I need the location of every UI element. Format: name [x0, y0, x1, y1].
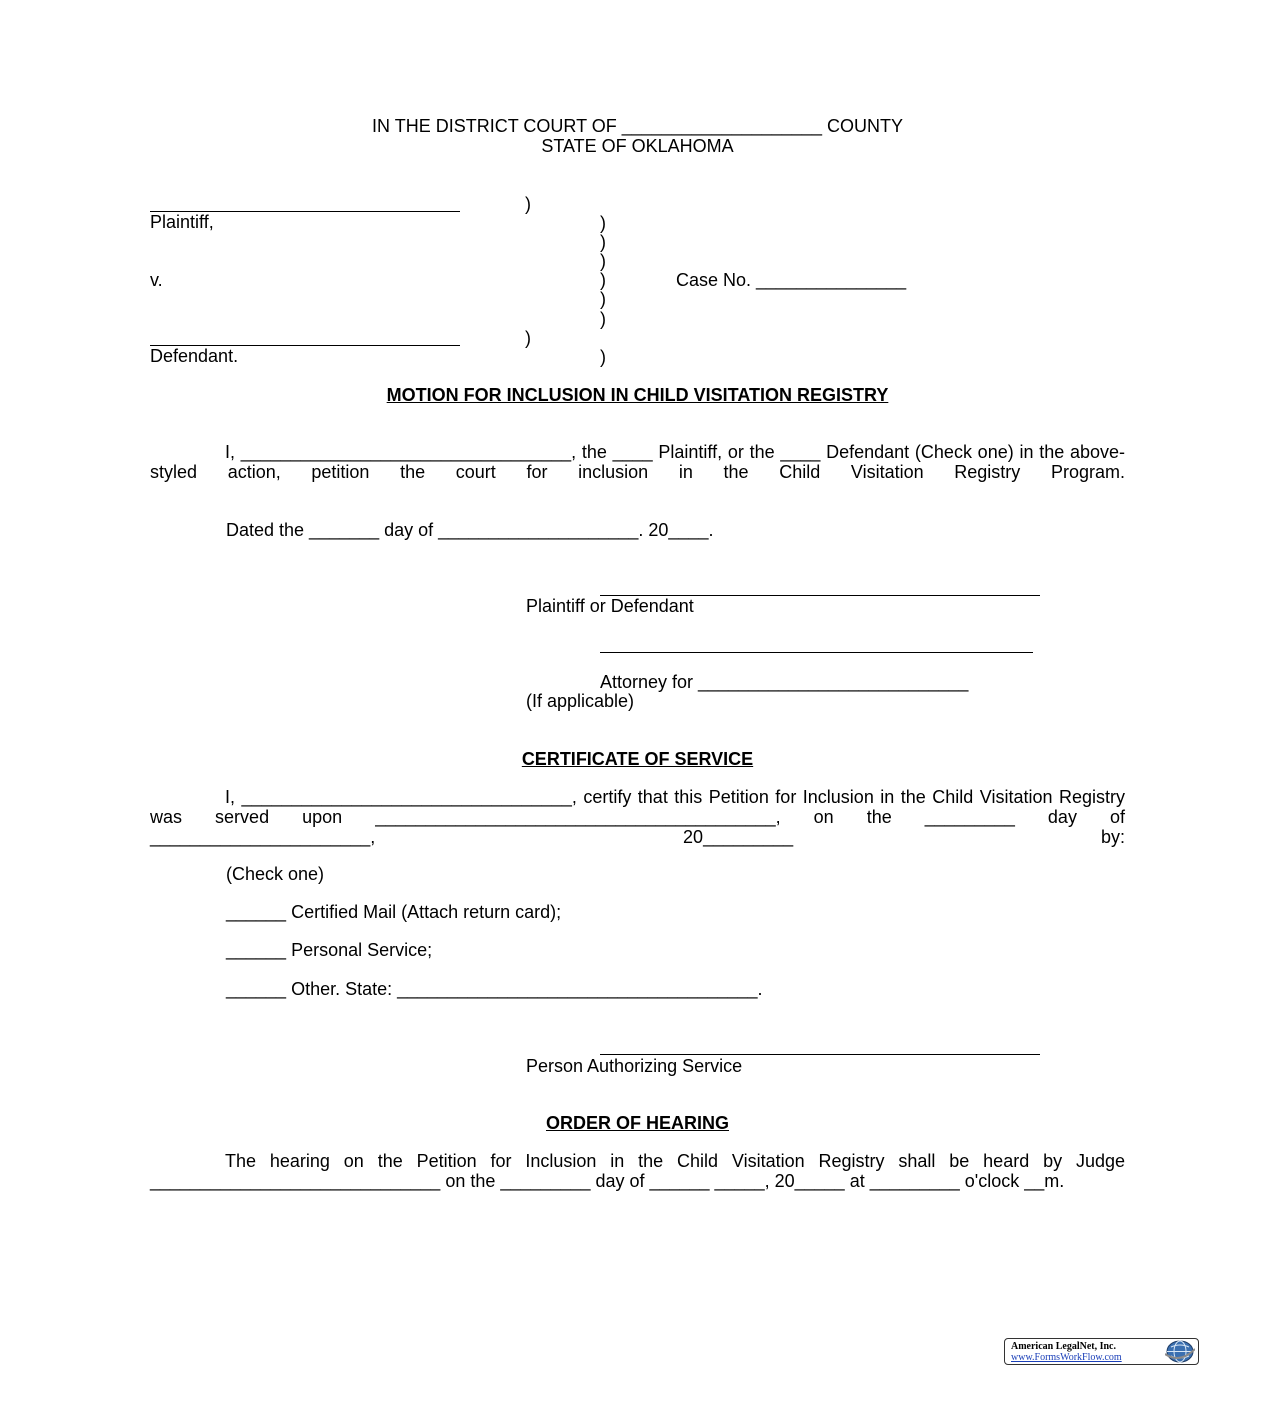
case-number: Case No. _______________: [676, 270, 907, 290]
service-signature-line: [600, 1054, 1040, 1055]
caption-paren: ): [600, 213, 606, 233]
certificate-paragraph: I, _________________________________, certify that this Petition for Inclusion in the Child Visitation Registry was served upon ________________________________________, on the _________ day of ______________________, 20_________ by:: [150, 787, 1125, 847]
court-heading: IN THE DISTRICT COURT OF ____________________ COUNTY: [372, 116, 903, 136]
motion-title: MOTION FOR INCLUSION IN CHILD VISITATION REGISTRY: [386, 385, 889, 405]
defendant-label: Defendant.: [150, 346, 239, 366]
state-heading: STATE OF OKLAHOMA: [541, 136, 734, 156]
plaintiff-label: Plaintiff,: [150, 212, 214, 232]
order-paragraph: The hearing on the Petition for Inclusion in the Child Visitation Registry shall be heard by Judge _____________________________ on the _________ day of ______ _____, 20_____ at _________ o'clock __m.: [150, 1151, 1125, 1191]
caption-paren: ): [600, 251, 606, 271]
logo-company-name: American LegalNet, Inc.: [1011, 1341, 1116, 1352]
service-signature-label: Person Authorizing Service: [526, 1056, 743, 1076]
versus-label: v.: [150, 270, 163, 290]
certificate-title: CERTIFICATE OF SERVICE: [521, 749, 754, 769]
caption-paren: ): [525, 328, 531, 348]
caption-paren: ): [525, 194, 531, 214]
caption-paren: ): [600, 309, 606, 329]
attorney-signature-line: [600, 652, 1033, 653]
order-title: ORDER OF HEARING: [545, 1113, 729, 1133]
option-other: ______ Other. State: ____________________________________.: [226, 979, 763, 999]
caption-paren: ): [600, 347, 606, 367]
motion-paragraph: I, _________________________________, the ____ Plaintiff, or the ____ Defendant (Check one) in the above-styled action, petition the court for inclusion in the Child Visitation Registry Program.: [150, 442, 1125, 482]
if-applicable-label: (If applicable): [526, 691, 635, 711]
party-signature-label: Plaintiff or Defendant: [526, 596, 694, 616]
globe-icon: [1165, 1340, 1195, 1363]
dated-line: Dated the _______ day of ____________________. 20____.: [226, 520, 714, 540]
caption-paren: ): [600, 232, 606, 252]
logo-url-link[interactable]: www.FormsWorkFlow.com: [1011, 1352, 1122, 1363]
attorney-for-label: Attorney for ___________________________: [600, 672, 969, 692]
caption-paren: ): [600, 270, 606, 290]
caption-paren: ): [600, 289, 606, 309]
option-personal-service: ______ Personal Service;: [226, 940, 433, 960]
check-one-label: (Check one): [226, 864, 325, 884]
option-certified-mail: ______ Certified Mail (Attach return card);: [226, 902, 562, 922]
footer-logo[interactable]: [1004, 1338, 1199, 1365]
